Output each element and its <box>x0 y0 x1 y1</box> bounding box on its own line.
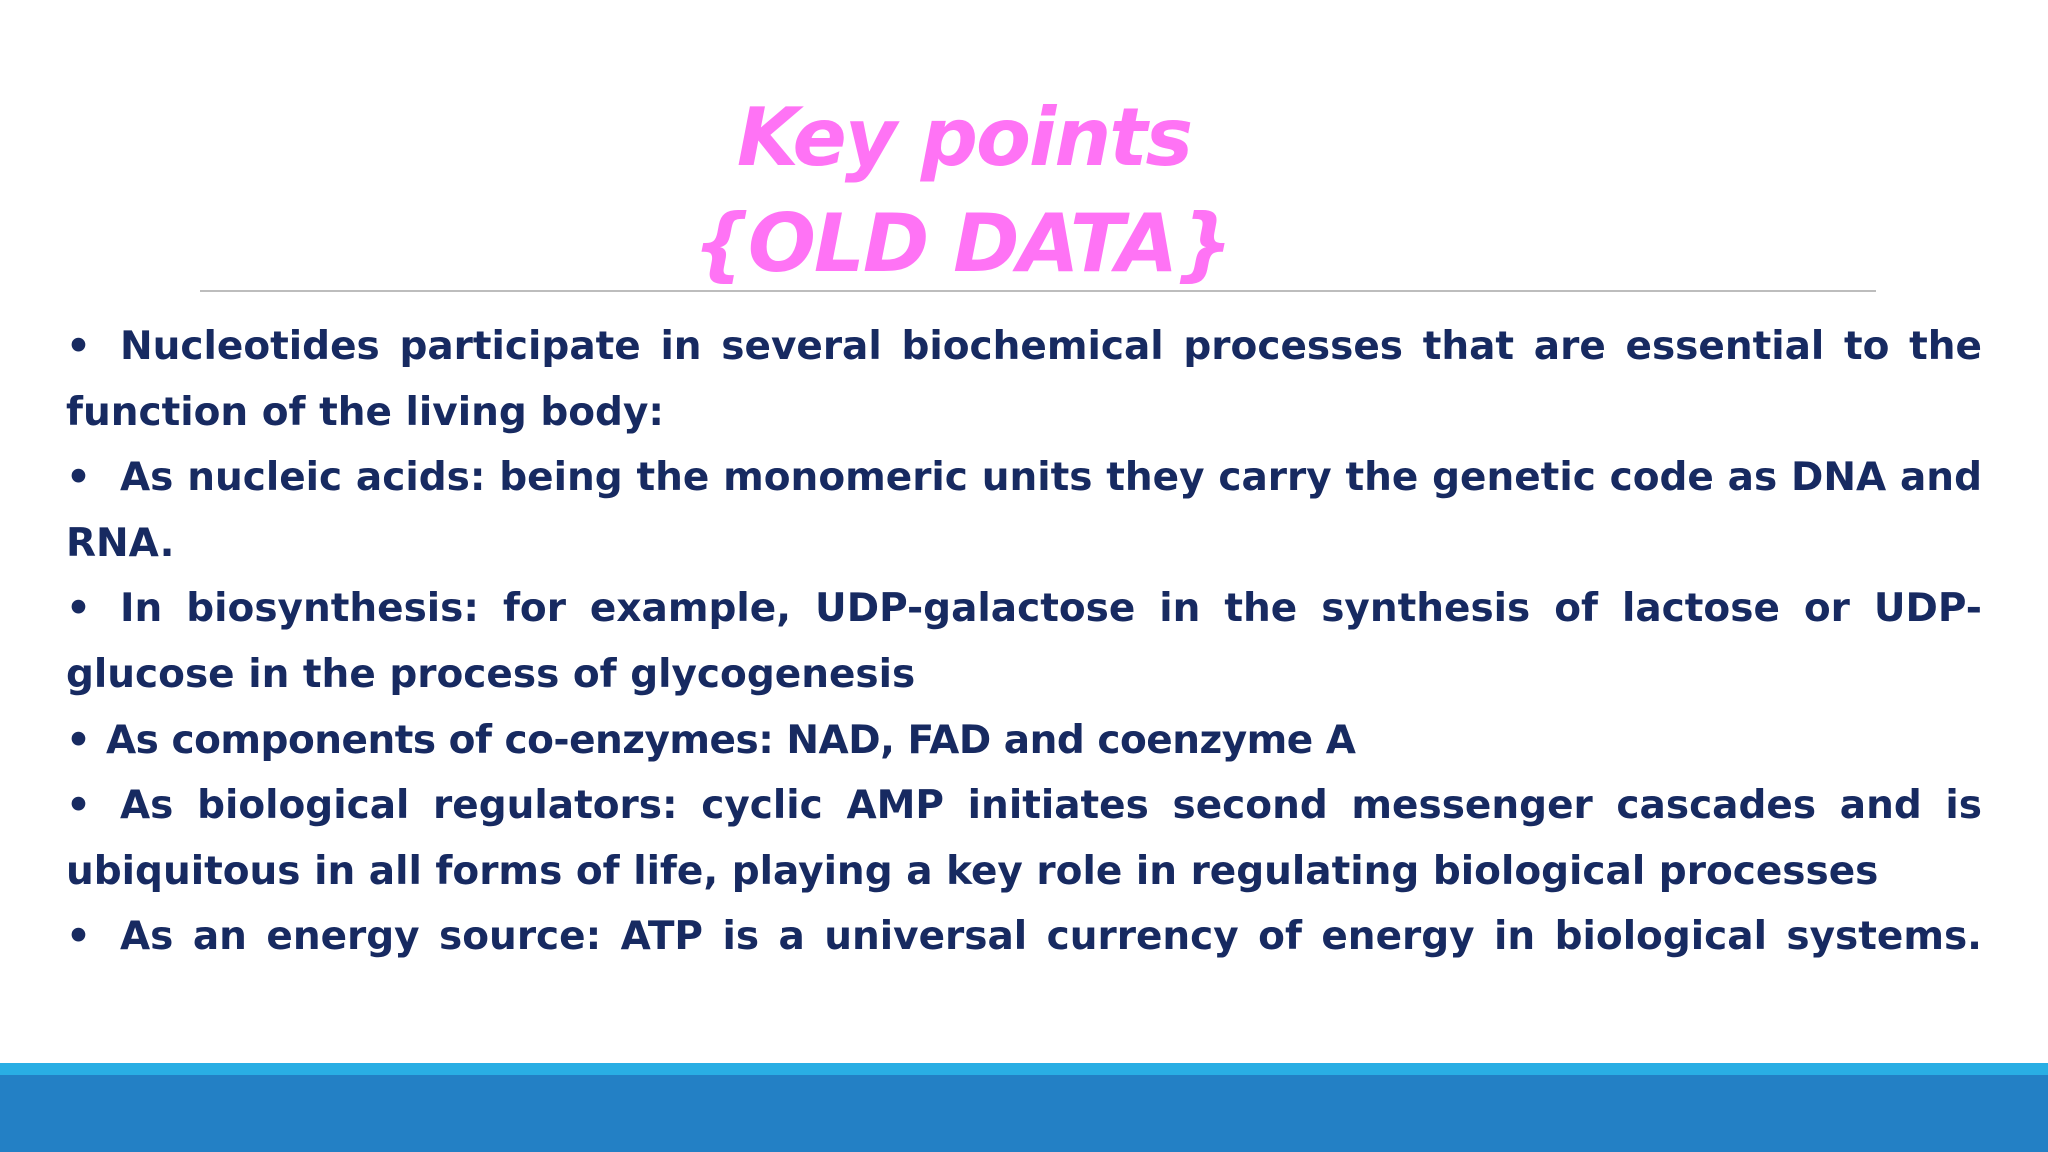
bullet-item <box>66 773 1982 904</box>
bullet-text: As an energy source: ATP is a universal currency of energy in biological systems. <box>120 914 1982 960</box>
bullet-glyph: • <box>66 324 91 369</box>
bullet-glyph: • <box>66 717 91 763</box>
bullet-item <box>66 904 1982 970</box>
slide-subtitle: {OLD DATA} <box>692 197 1232 290</box>
bullet-text: As components of co-enzymes: NAD, FAD and coenzyme A <box>106 717 1356 763</box>
bullet-glyph: • <box>66 455 91 501</box>
bullet-text: As biological regulators: cyclic AMP initiates second messenger cascades and is ubiquitous in all forms of life, playing a key role in regulating biological processes <box>66 783 1982 894</box>
bullet-text: As nucleic acids: being the monomeric units they carry the genetic code as DNA and RNA. <box>66 455 1982 566</box>
bullet-item <box>66 314 1982 445</box>
bullet-glyph: • <box>66 783 91 829</box>
bullet-text: Nucleotides participate in several biochemical processes that are essential to the function of the living body: <box>66 324 1982 435</box>
bullet-list <box>66 314 1982 970</box>
title-divider <box>200 290 1876 292</box>
bullet-text: In biosynthesis: for example, UDP-galactose in the synthesis of lactose or UDP-glucose in the process of glycogenesis <box>66 586 1982 697</box>
bullet-item <box>66 708 1982 774</box>
bullet-item <box>66 576 1982 707</box>
footer-stripe-dark <box>0 1075 2048 1152</box>
bullet-item <box>66 445 1982 576</box>
bullet-glyph: • <box>66 586 91 632</box>
slide-title: Key points <box>736 91 1192 184</box>
bullet-glyph: • <box>66 914 91 960</box>
footer-stripe-light <box>0 1063 2048 1075</box>
